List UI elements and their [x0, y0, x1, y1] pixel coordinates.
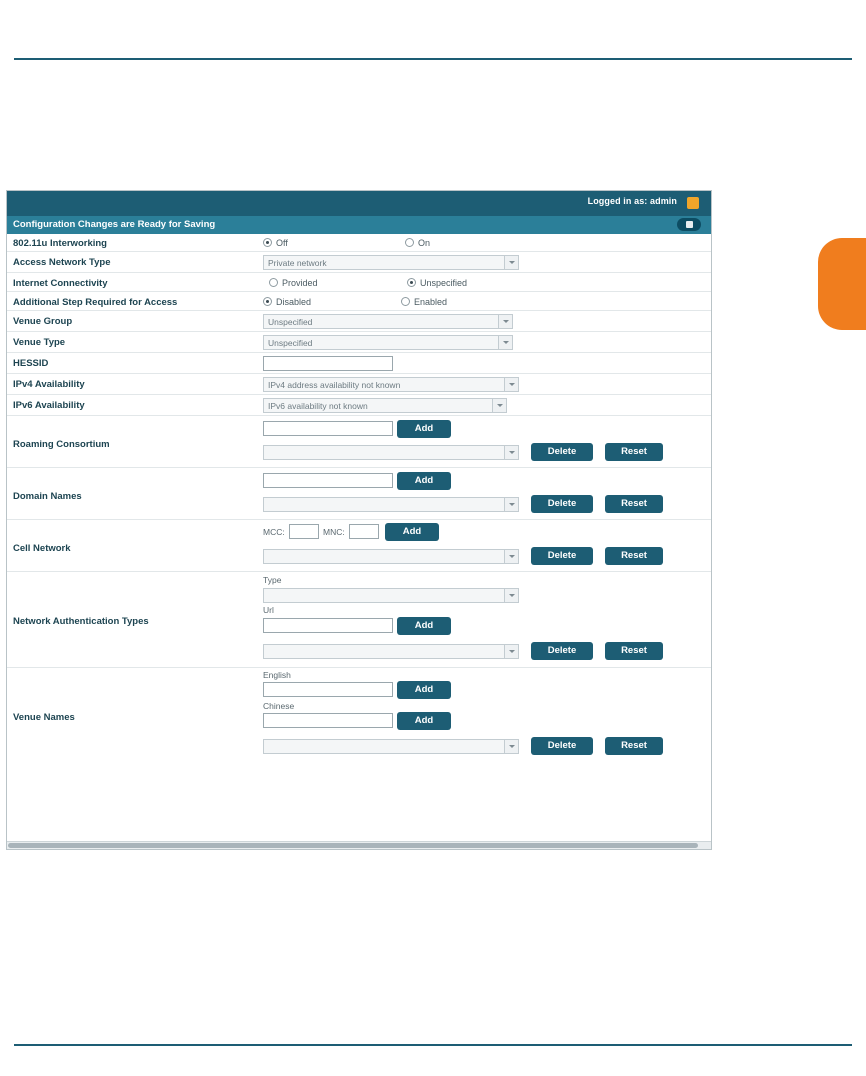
chevron-down-icon — [504, 255, 518, 270]
radio-icon-provided — [269, 278, 278, 287]
select-ipv4-availability[interactable] — [263, 377, 519, 392]
scrollbar-thumb[interactable] — [8, 843, 698, 848]
add-network-auth-button[interactable]: Add — [397, 617, 451, 635]
radio-additional-disabled[interactable] — [263, 297, 311, 307]
input-auth-url[interactable] — [263, 618, 393, 633]
input-venue-english[interactable] — [263, 682, 393, 697]
label-domain-names: Domain Names — [13, 491, 82, 502]
select-venue-type[interactable] — [263, 335, 513, 350]
label-ipv4-availability: IPv4 Availability — [13, 379, 85, 390]
chevron-down-icon — [504, 445, 518, 460]
row-ipv4-availability — [7, 374, 712, 395]
list-network-auth-types[interactable] — [263, 644, 519, 659]
chevron-down-icon — [498, 314, 512, 329]
radio-icon-on — [405, 238, 414, 247]
radio-label-unspecified: Unspecified — [420, 278, 468, 288]
reset-venue-names-button[interactable]: Reset — [605, 737, 663, 755]
select-venue-group[interactable] — [263, 314, 513, 329]
delete-cell-network-button[interactable]: Delete — [531, 547, 593, 565]
label-venue-names: Venue Names — [13, 712, 75, 723]
radio-icon-off — [263, 238, 272, 247]
radio-internet-provided[interactable] — [269, 278, 318, 288]
list-venue-names[interactable] — [263, 739, 519, 754]
radio-interworking-off[interactable] — [263, 238, 288, 248]
label-hessid: HESSID — [13, 358, 49, 369]
delete-venue-names-button[interactable]: Delete — [531, 737, 593, 755]
label-venue-english: English — [263, 670, 291, 680]
row-interworking — [7, 234, 712, 252]
page-rule-top — [14, 58, 852, 60]
label-auth-type: Type — [263, 575, 282, 585]
radio-additional-enabled[interactable] — [401, 297, 447, 307]
select-value-ipv6-availability: IPv6 availability not known — [268, 401, 368, 411]
add-venue-chinese-button[interactable]: Add — [397, 712, 451, 730]
row-roaming-consortium — [7, 416, 712, 468]
banner-text: Configuration Changes are Ready for Saving — [13, 219, 216, 230]
label-cell-network: Cell Network — [13, 543, 71, 554]
row-hessid — [7, 353, 712, 374]
list-domain-names[interactable] — [263, 497, 519, 512]
radio-icon-disabled — [263, 297, 272, 306]
select-ipv6-availability[interactable] — [263, 398, 507, 413]
chevron-down-icon — [498, 335, 512, 350]
select-value-access-network-type: Private network — [268, 258, 327, 268]
reset-network-auth-button[interactable]: Reset — [605, 642, 663, 660]
add-domain-names-button[interactable]: Add — [397, 472, 451, 490]
save-icon[interactable] — [677, 218, 701, 231]
logged-in-label: Logged in as: admin — [587, 196, 677, 206]
radio-label-enabled: Enabled — [414, 297, 448, 307]
list-cell-network[interactable] — [263, 549, 519, 564]
label-access-network-type: Access Network Type — [13, 257, 111, 268]
reset-roaming-consortium-button[interactable]: Reset — [605, 443, 663, 461]
radio-label-off: Off — [276, 238, 288, 248]
row-domain-names — [7, 468, 712, 520]
label-roaming-consortium: Roaming Consortium — [13, 439, 110, 450]
input-mcc[interactable] — [289, 524, 319, 539]
page-rule-bottom — [14, 1044, 852, 1046]
radio-icon-unspecified — [407, 278, 416, 287]
app-topbar — [7, 191, 711, 215]
horizontal-scrollbar[interactable] — [7, 841, 712, 849]
radio-internet-unspecified[interactable] — [407, 278, 467, 288]
label-venue-type: Venue Type — [13, 337, 66, 348]
row-additional-step — [7, 292, 712, 311]
label-internet-connectivity: Internet Connectivity — [13, 278, 108, 289]
chevron-down-icon — [504, 588, 518, 603]
admin-console-screenshot — [6, 190, 712, 850]
logout-icon[interactable] — [687, 197, 699, 209]
row-venue-names — [7, 668, 712, 764]
row-network-auth-types — [7, 572, 712, 668]
select-value-venue-group: Unspecified — [268, 317, 313, 327]
select-value-venue-type: Unspecified — [268, 338, 313, 348]
add-roaming-consortium-button[interactable]: Add — [397, 420, 451, 438]
radio-icon-enabled — [401, 297, 410, 306]
label-network-auth-types: Network Authentication Types — [13, 616, 149, 627]
input-hessid[interactable] — [263, 356, 393, 371]
label-auth-url: Url — [263, 605, 274, 615]
config-changes-banner — [7, 215, 711, 234]
delete-network-auth-button[interactable]: Delete — [531, 642, 593, 660]
list-roaming-consortium[interactable] — [263, 445, 519, 460]
input-domain-names[interactable] — [263, 473, 393, 488]
row-venue-type — [7, 332, 712, 353]
radio-label-on: On — [418, 238, 431, 248]
page-side-tab — [818, 238, 866, 330]
chevron-down-icon — [504, 739, 518, 754]
label-interworking: 802.11u Interworking — [13, 238, 107, 249]
chevron-down-icon — [504, 497, 518, 512]
row-internet-connectivity — [7, 273, 712, 292]
row-venue-group — [7, 311, 712, 332]
label-additional-step: Additional Step Required for Access — [13, 297, 178, 308]
reset-cell-network-button[interactable]: Reset — [605, 547, 663, 565]
chevron-down-icon — [504, 549, 518, 564]
label-mnc: MNC: — [323, 527, 345, 537]
radio-label-disabled: Disabled — [276, 297, 312, 307]
label-mcc: MCC: — [263, 527, 285, 537]
delete-domain-names-button[interactable]: Delete — [531, 495, 593, 513]
add-cell-network-button[interactable]: Add — [385, 523, 439, 541]
chevron-down-icon — [504, 377, 518, 392]
row-cell-network — [7, 520, 712, 572]
delete-roaming-consortium-button[interactable]: Delete — [531, 443, 593, 461]
input-mnc[interactable] — [349, 524, 379, 539]
radio-interworking-on[interactable] — [405, 238, 430, 248]
input-roaming-consortium[interactable] — [263, 421, 393, 436]
reset-domain-names-button[interactable]: Reset — [605, 495, 663, 513]
select-access-network-type[interactable] — [263, 255, 519, 270]
interworking-form — [7, 234, 711, 844]
label-venue-chinese: Chinese — [263, 701, 295, 711]
label-venue-group: Venue Group — [13, 316, 73, 327]
input-venue-chinese[interactable] — [263, 713, 393, 728]
row-access-network-type — [7, 252, 712, 273]
row-ipv6-availability — [7, 395, 712, 416]
select-auth-type[interactable] — [263, 588, 519, 603]
select-value-ipv4-availability: IPv4 address availability not known — [268, 380, 401, 390]
label-ipv6-availability: IPv6 Availability — [13, 400, 85, 411]
add-venue-english-button[interactable]: Add — [397, 681, 451, 699]
chevron-down-icon — [504, 644, 518, 659]
radio-label-provided: Provided — [282, 278, 318, 288]
chevron-down-icon — [492, 398, 506, 413]
